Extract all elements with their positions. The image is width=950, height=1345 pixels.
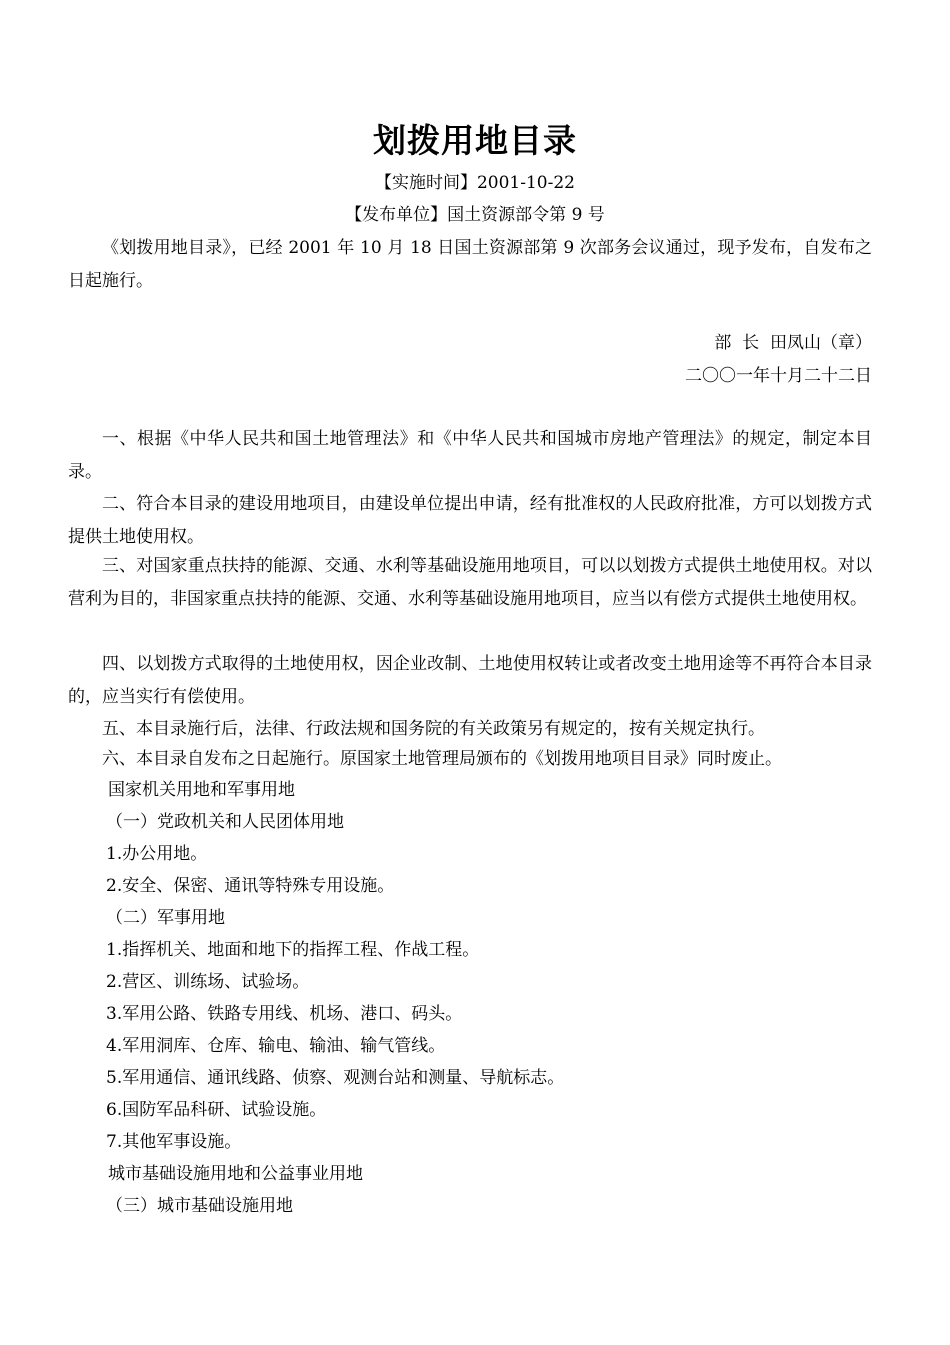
article-2: 二、符合本目录的建设用地项目，由建设单位提出申请，经有批准权的人民政府批准，方可以划拨方式提供土地使用权。 [68,494,872,547]
document-title: 划拨用地目录 [373,121,577,160]
catalog-section-heading: 城市基础设施用地和公益事业用地 [108,1164,363,1184]
issue-date: 二〇〇一年十月二十二日 [685,366,872,386]
catalog-subsection-heading: （二）军事用地 [106,908,225,928]
implement-time: 【实施时间】2001-10-22 [374,173,575,193]
article-5: 五、本目录施行后，法律、行政法规和国务院的有关政策另有规定的，按有关规定执行。 [102,719,765,739]
catalog-item: 1.指挥机关、地面和地下的指挥工程、作战工程。 [106,940,480,960]
article-4: 四、以划拨方式取得的土地使用权，因企业改制、土地使用权转让或者改变土地用途等不再符合本目录的，应当实行有偿使用。 [68,654,872,707]
issuer: 【发布单位】国土资源部令第 9 号 [345,205,605,225]
preamble-paragraph: 《划拨用地目录》，已经 2001 年 10 月 18 日国土资源部第 9 次部务会议通过，现予发布，自发布之日起施行。 [68,238,872,291]
catalog-subsection-heading: （三）城市基础设施用地 [106,1196,293,1216]
catalog-item: 2.安全、保密、通讯等特殊专用设施。 [106,876,395,896]
catalog-item: 6.国防军品科研、试验设施。 [106,1100,327,1120]
catalog-item: 3.军用公路、铁路专用线、机场、港口、码头。 [106,1004,463,1024]
article-6: 六、本目录自发布之日起施行。原国家土地管理局颁布的《划拨用地项目目录》同时废止。 [102,749,782,769]
catalog-item: 1.办公用地。 [106,844,208,864]
catalog-item: 7.其他军事设施。 [106,1132,242,1152]
catalog-item: 4.军用洞库、仓库、输电、输油、输气管线。 [106,1036,446,1056]
catalog-item: 2.营区、训练场、试验场。 [106,972,310,992]
catalog-subsection-heading: （一）党政机关和人民团体用地 [106,812,344,832]
article-3: 三、对国家重点扶持的能源、交通、水利等基础设施用地项目，可以以划拨方式提供土地使用权。对以营利为目的，非国家重点扶持的能源、交通、水利等基础设施用地项目，应当以有偿方式提供土地使用权。 [68,556,872,609]
catalog-section-heading: 国家机关用地和军事用地 [108,780,295,800]
signature: 部 长 田凤山（章） [714,333,872,353]
catalog-item: 5.军用通信、通讯线路、侦察、观测台站和测量、导航标志。 [106,1068,565,1088]
article-1: 一、根据《中华人民共和国土地管理法》和《中华人民共和国城市房地产管理法》的规定，制定本目录。 [68,429,872,482]
